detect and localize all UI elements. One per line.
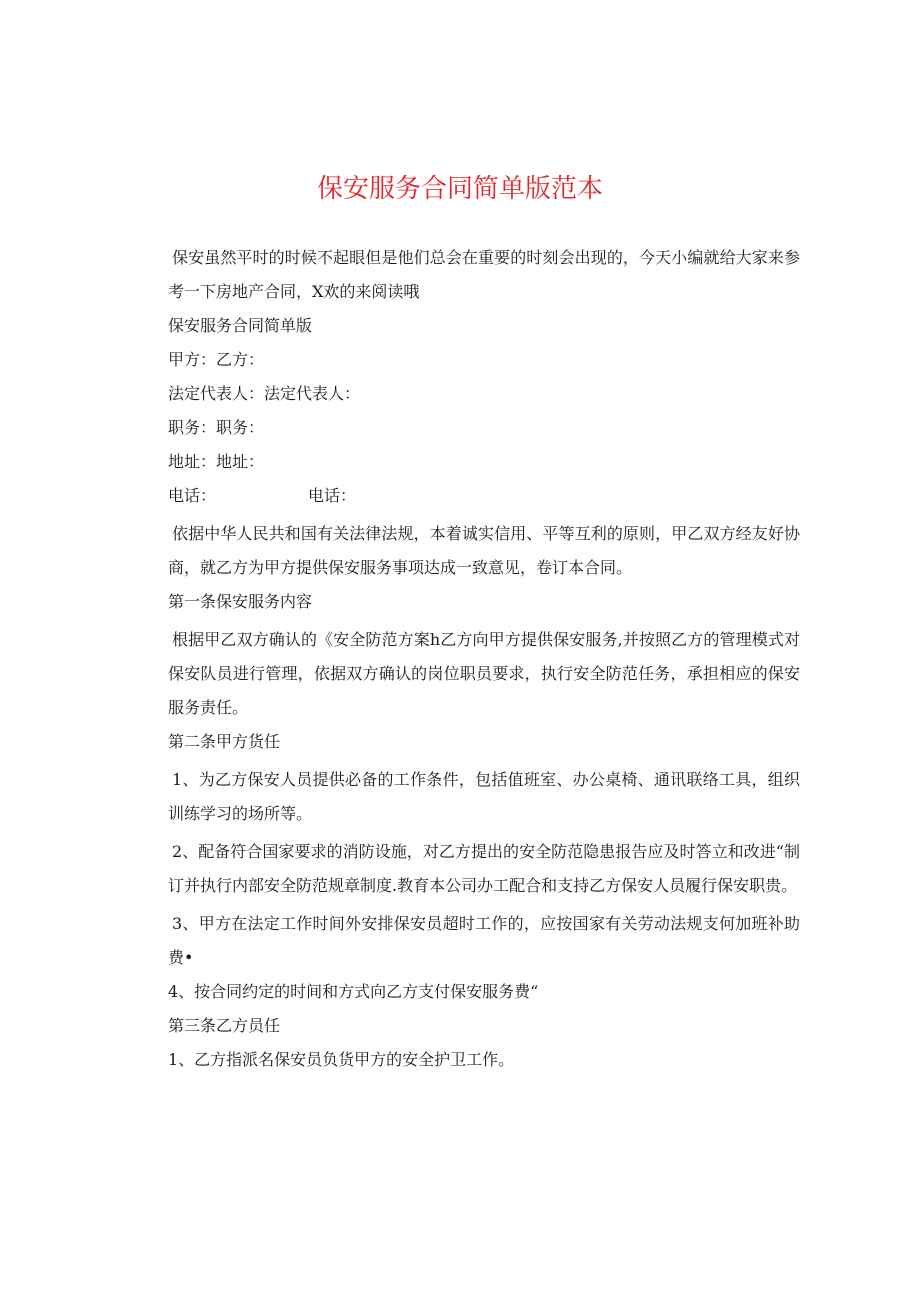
document-body xyxy=(168,241,800,1077)
article3-heading: 第三条乙方员任 xyxy=(168,1016,281,1035)
document-title: 保安服务合同简单版范本 xyxy=(316,174,603,204)
phone-label-a: 电话： xyxy=(168,486,217,505)
preamble-paragraph: 依据中华人民共和国有关法律法规，本着诚实信用、平等互利的原则，甲乙双方经友好协商，就乙方为甲方提供保安服务事项达成一致意见，卷订本合同。 xyxy=(168,524,800,577)
phone-label-b: 电话： xyxy=(308,486,357,505)
article1-body: 根据甲乙双方确认的《安全防范方案h乙方向甲方提供保安服务,并按照乙方的管理模式对保安队员进行管理，依据双方确认的岗位职员要求，执行安全防范任务，承担相应的保安服务责任。 xyxy=(168,630,800,717)
position-line: 职务：职务： xyxy=(168,418,265,437)
article2-item-2: 2、配备符合国家要求的消防设施，对乙方提出的安全防范隐患报告应及时答立和改进“制订并执行内部安全防范规章制度.教育本公司办工配合和支持乙方保安人员履行保安职贵。 xyxy=(168,842,800,895)
article1-heading: 第一条保安服务内容 xyxy=(168,592,313,611)
article2-item-4: 4、按合同约定的时间和方式向乙方支付保安服务费“ xyxy=(168,982,539,1001)
article2-item-1: 1、为乙方保安人员提供必备的工作条件，包括值班室、办公桌椅、通讯联络工具，组织训练学习的场所等。 xyxy=(168,770,800,823)
party-line: 甲方：乙方： xyxy=(168,350,265,369)
phone-line xyxy=(168,479,800,513)
legal-representative-line: 法定代表人：法定代表人： xyxy=(168,384,361,403)
address-line: 地址：地址： xyxy=(168,452,265,471)
article2-item-3: 3、甲方在法定工作时间外安排保安员超时工作的，应按国家有关劳动法规支何加班补助费• xyxy=(168,914,800,967)
article2-heading: 第二条甲方货任 xyxy=(168,732,281,751)
contract-subtitle: 保安服务合同简单版 xyxy=(168,316,313,335)
intro-paragraph: 保安虽然平时的时候不起眼但是他们总会在重要的时刻会出现的，今天小编就给大家来参考一下房地产合同，X欢的来阅读哦 xyxy=(168,248,800,301)
article3-item-1: 1、乙方指派名保安员负货甲方的安全护卫工作。 xyxy=(168,1050,515,1069)
